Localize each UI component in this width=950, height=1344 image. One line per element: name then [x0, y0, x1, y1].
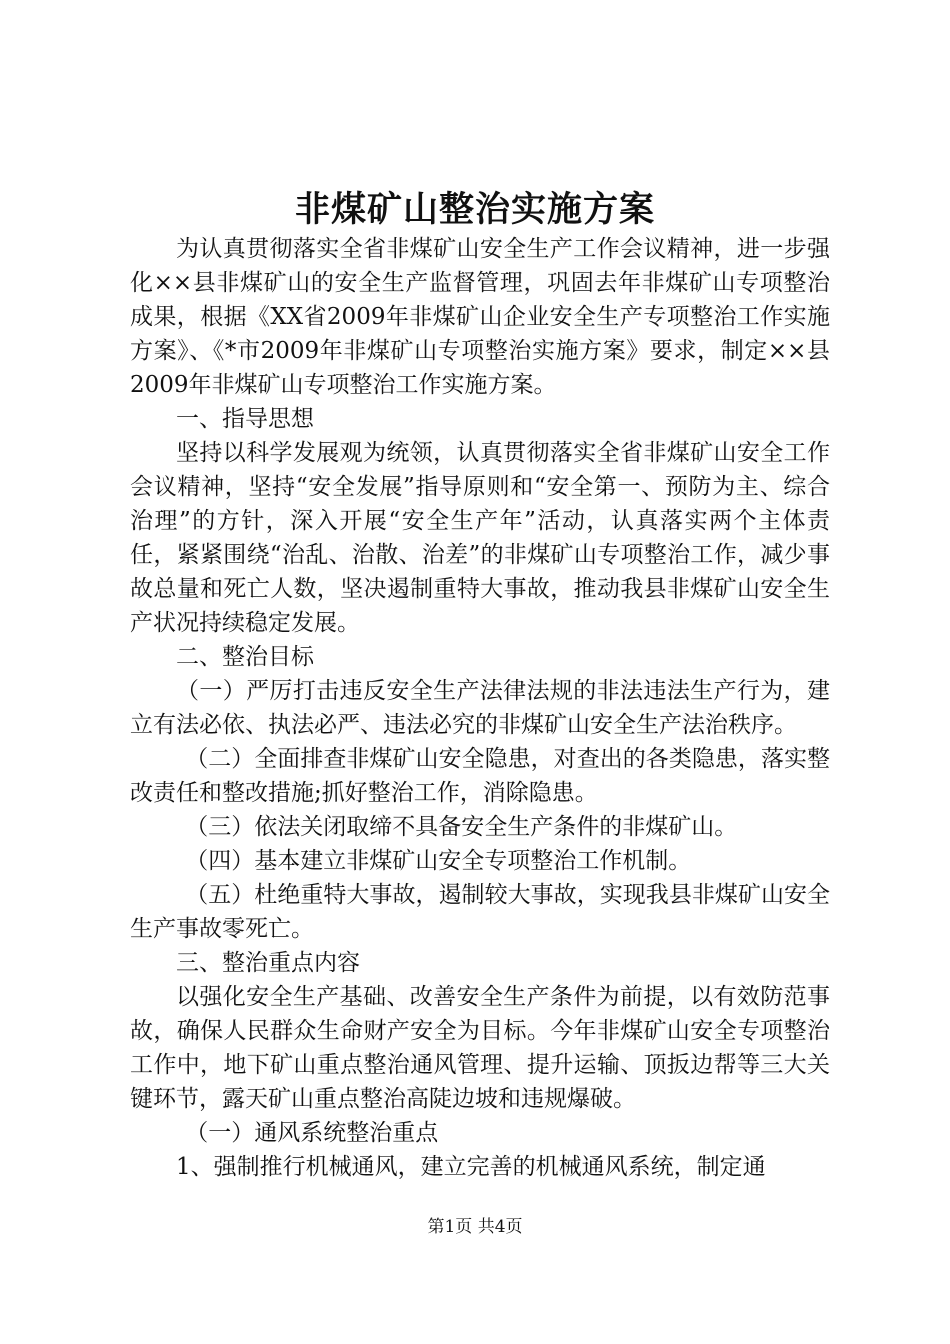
- key-content-paragraph: 以强化安全生产基础、改善安全生产条件为前提，以有效防范事故，确保人民群众生命财产安全为目标。今年非煤矿山安全专项整治工作中，地下矿山重点整治通风管理、提升运输、顶扳边帮等三大关键环节，露天矿山重点整治高陡边坡和违规爆破。: [130, 984, 830, 1112]
- section-heading-key-content: 三、整治重点内容: [176, 950, 360, 976]
- goal-item-2: （二）全面排查非煤矿山安全隐患，对查出的各类隐患，落实整改责任和整改措施;抓好整治工作，消除隐患。: [130, 746, 830, 806]
- goal-item-1: （一）严厉打击违反安全生产法律法规的非法违法生产行为，建立有法必依、执法必严、违法必究的非煤矿山安全生产法治秩序。: [130, 678, 830, 738]
- section-heading-guiding-ideology: 一、指导思想: [176, 406, 314, 432]
- goal-item-5: （五）杜绝重特大事故，遏制较大事故，实现我县非煤矿山安全生产事故零死亡。: [130, 882, 830, 942]
- subsection-heading-ventilation: （一）通风系统整治重点: [185, 1120, 439, 1146]
- document-title: 非煤矿山整治实施方案: [294, 189, 655, 230]
- document-body: [130, 232, 830, 1184]
- goal-item-4: （四）基本建立非煤矿山安全专项整治工作机制。: [185, 848, 692, 874]
- guiding-ideology-paragraph: 坚持以科学发展观为统领，认真贯彻落实全省非煤矿山安全工作会议精神，坚持“安全发展”指导原则和“安全第一、预防为主、综合治理”的方针，深入开展“安全生产年”活动，认真落实两个主体责任，紧紧围绕“治乱、治散、治差”的非煤矿山专项整治工作，减少事故总量和死亡人数，坚决遏制重特大事故，推动我县非煤矿山安全生产状况持续稳定发展。: [130, 440, 830, 636]
- ventilation-item-1: 1、强制推行机械通风，建立完善的机械通风系统，制定通: [176, 1154, 766, 1180]
- goal-item-3: （三）依法关闭取缔不具备安全生产条件的非煤矿山。: [185, 814, 738, 840]
- intro-paragraph: 为认真贯彻落实全省非煤矿山安全生产工作会议精神，进一步强化××县非煤矿山的安全生产监督管理，巩固去年非煤矿山专项整治成果，根据《XX省2009年非煤矿山企业安全生产专项整治工作实施方案》、《*市2009年非煤矿山专项整治实施方案》要求，制定××县2009年非煤矿山专项整治工作实施方案。: [130, 236, 830, 398]
- section-heading-goals: 二、整治目标: [176, 644, 314, 670]
- page-footer: 第1页 共4页: [427, 1217, 523, 1237]
